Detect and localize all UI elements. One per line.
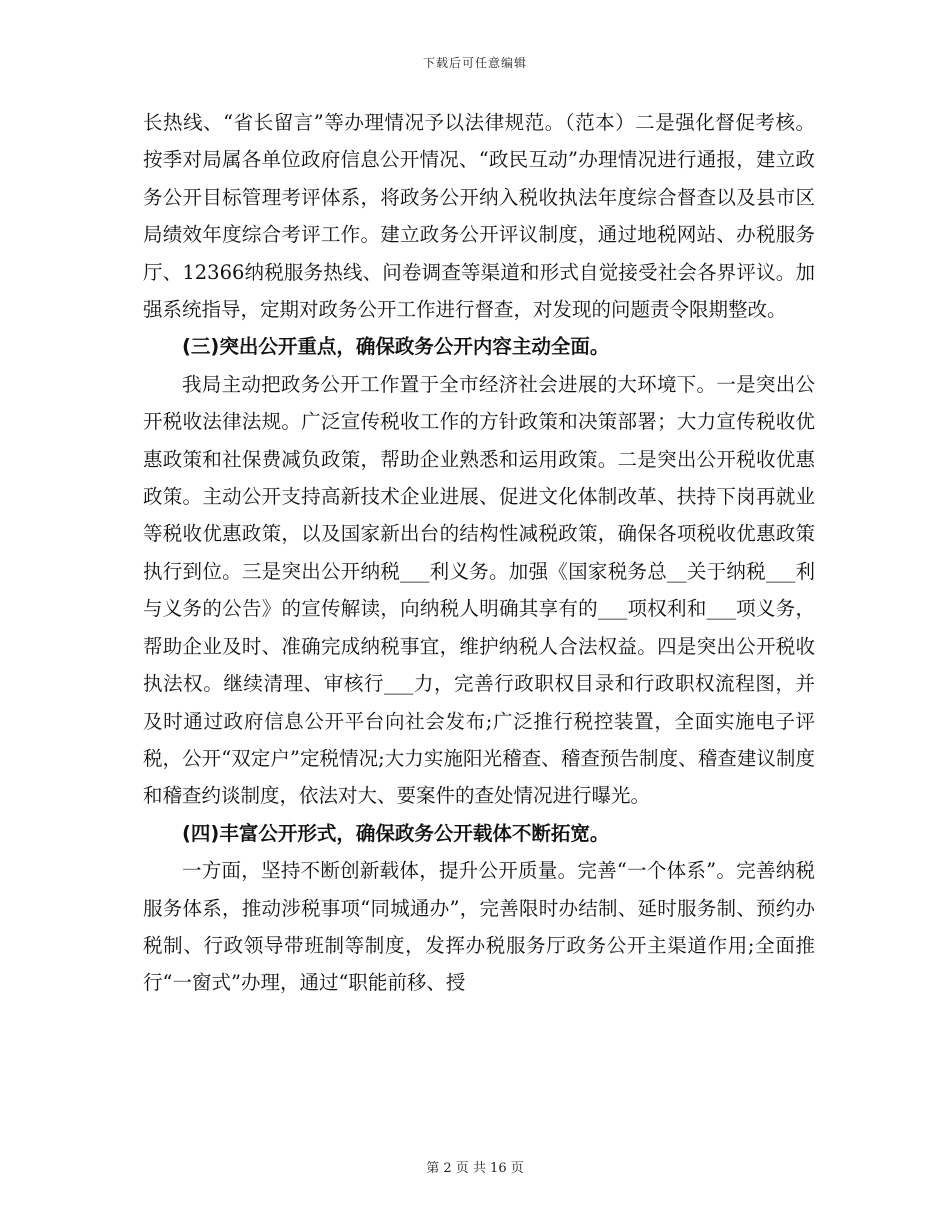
section-heading-4: (四)丰富公开形式，确保政务公开载体不断拓宽。 bbox=[182, 821, 610, 845]
document-body bbox=[143, 104, 815, 1002]
page-header: 下载后可任意编辑 bbox=[422, 56, 527, 70]
section-heading-3: (三)突出公开重点，确保政务公开内容主动全面。 bbox=[182, 335, 610, 359]
paragraph-supervision: 长热线、“省长留言”等办理情况予以法律规范。（范本）二是强化督促考核。按季对局属各单位政府信息公开情况、“政民互动”办理情况进行通报，建立政务公开目标管理考评体系，将政务公开纳入税收执法年度综合督查以及县市区局绩效年度综合考评工作。建立政务公开评议制度，通过地税网站、办税服务厅、12366纳税服务热线、问卷调查等渠道和形式自觉接受社会各界评议。加强系统指导，定期对政务公开工作进行督查，对发现的问题责令限期整改。 bbox=[143, 111, 815, 322]
page-number: 第 2 页 共 16 页 bbox=[426, 1161, 524, 1176]
paragraph-key-disclosure: 我局主动把政务公开工作置于全市经济社会进展的大环境下。一是突出公开税收法律法规。广泛宣传税收工作的方针政策和决策部署；大力宣传税收优惠政策和社保费减负政策，帮助企业熟悉和运用政策。二是突出公开税收优惠政策。主动公开支持高新技术企业进展、促进文化体制改革、扶持下岗再就业等税收优惠政策，以及国家新出台的结构性减税政策，确保各项税收优惠政策执行到位。三是突出公开纳税___利义务。加强《国家税务总__关于纳税___利与义务的公告》的宣传解读，向纳税人明确其享有的___项权利和___项义务，帮助企业及时、准确完成纳税事宜，维护纳税人合法权益。四是突出公开税收执法权。继续清理、审核行___力，完善行政职权目录和行政职权流程图，并及时通过政府信息公开平台向社会发布;广泛推行税控装置，全面实施电子评税，公开“双定户”定税情况;大力实施阳光稽查、稽查预告制度、稽查建议制度和稽查约谈制度，依法对大、要案件的查处情况进行曝光。 bbox=[143, 372, 815, 808]
paragraph-disclosure-forms: 一方面，坚持不断创新载体，提升公开质量。完善“一个体系”。完善纳税服务体系，推动涉税事项“同城通办”，完善限时办结制、延时服务制、预约办税制、行政领导带班制等制度，发挥办税服务厅政务公开主渠道作用;全面推行“一窗式”办理，通过“职能前移、授 bbox=[143, 859, 815, 995]
